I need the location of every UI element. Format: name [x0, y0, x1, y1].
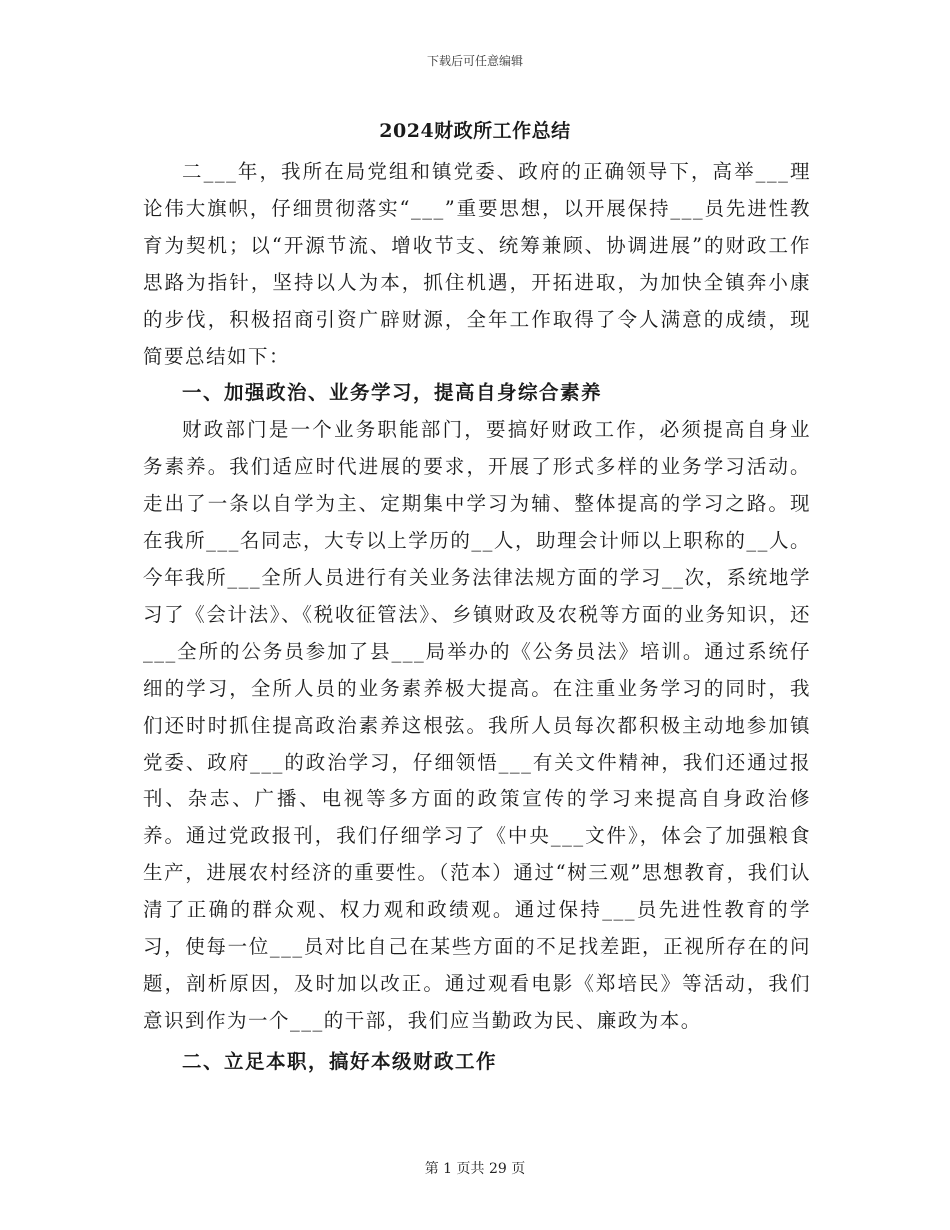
section-1-heading: 一、加强政治、业务学习，提高自身综合素养	[182, 381, 603, 405]
document-title: 2024财政所工作总结	[379, 120, 571, 142]
section-2-heading: 二、立足本职，搞好本级财政工作	[182, 1049, 498, 1073]
section-1-paragraph: 财政部门是一个业务职能部门，要搞好财政工作，必须提高自身业务素养。我们适应时代进展的要求，开展了形式多样的业务学习活动。走出了一条以自学为主、定期集中学习为辅、整体提高的学习之路。现在我所___名同志，大专以上学历的__人，助理会计师以上职称的__人。今年我所___全所人员进行有关业务法律法规方面的学习__次，系统地学习了《会计法》、《税收征管法》、乡镇财政及农税等方面的业务知识，还___全所的公务员参加了县___局举办的《公务员法》培训。通过系统仔细的学习，全所人员的业务素养极大提高。在注重业务学习的同时，我们还时时抓住提高政治素养这根弦。我所人员每次都积极主动地参加镇党委、政府___的政治学习，仔细领悟___有关文件精神，我们还通过报刊、杂志、广播、电视等多方面的政策宣传的学习来提高自身政治修养。通过党政报刊，我们仔细学习了《中央___文件》，体会了加强粮食生产，进展农村经济的重要性。（范本）通过“树三观”思想教育，我们认清了正确的群众观、权力观和政绩观。通过保持___员先进性教育的学习，使每一位___员对比自己在某些方面的不足找差距，正视所存在的问题，剖析原因，及时加以改正。通过观看电影《郑培民》等活动，我们意识到作为一个___的干部，我们应当勤政为民、廉政为本。	[143, 418, 811, 1032]
page-header-note: 下载后可任意编辑	[426, 54, 523, 68]
document-body	[143, 154, 811, 1081]
intro-paragraph: 二___年，我所在局党组和镇党委、政府的正确领导下，高举___理论伟大旗帜，仔细贯彻落实“___”重要思想，以开展保持___员先进性教育为契机；以“开源节流、增收节支、统筹兼顾、协调进展”的财政工作思路为指针，坚持以人为本，抓住机遇，开拓进取，为加快全镇奔小康的步伐，积极招商引资广辟财源，全年工作取得了令人满意的成绩，现简要总结如下：	[143, 160, 811, 368]
page-number: 第 1 页共 29 页	[424, 1161, 526, 1177]
